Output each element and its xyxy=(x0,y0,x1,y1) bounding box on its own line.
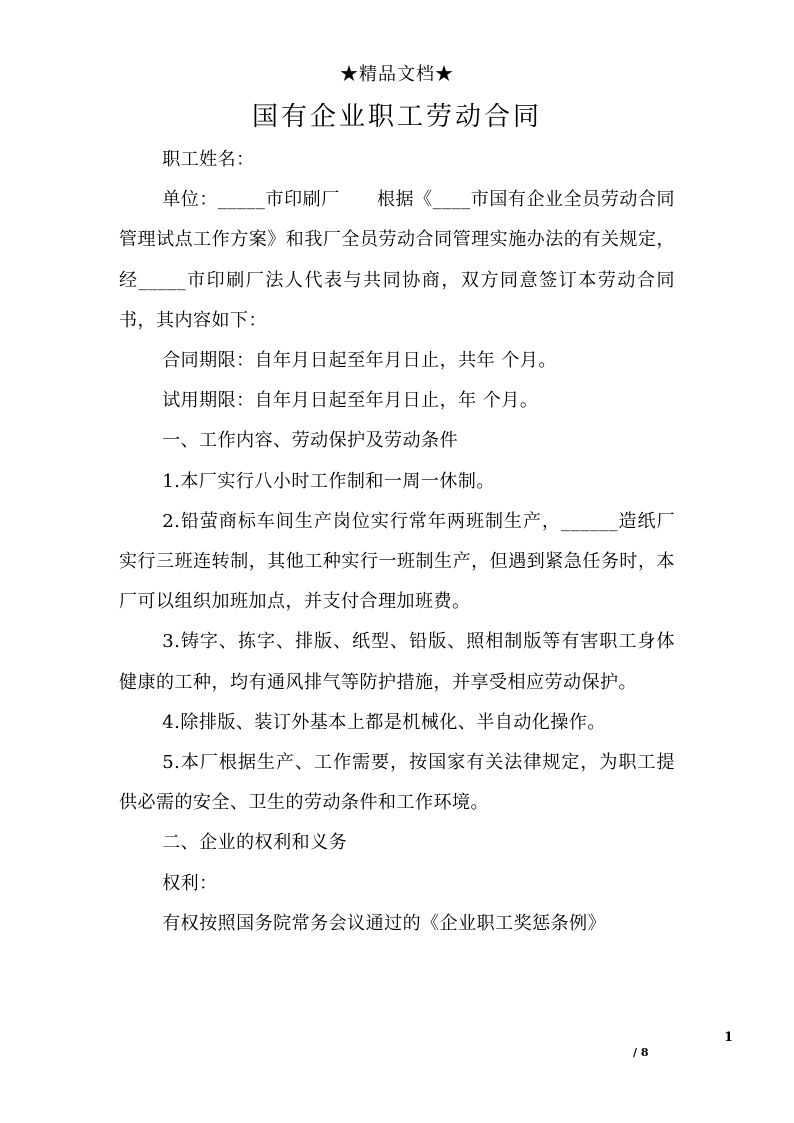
header-mark: ★精品文档★ xyxy=(340,64,454,85)
paragraph: 试用期限：自年月日起至年月日止，年 个月。 xyxy=(162,390,539,412)
paragraph: 合同期限：自年月日起至年月日止，共年 个月。 xyxy=(162,350,557,372)
section-heading: 二、企业的权利和义务 xyxy=(162,832,348,854)
paragraph: 权利： xyxy=(162,872,218,894)
page-number: 1 xyxy=(724,1030,734,1045)
page-total: / 8 xyxy=(633,1046,649,1059)
document-body xyxy=(119,140,675,944)
paragraph: 有权按照国务院常务会议通过的《企业职工奖惩条例》 xyxy=(162,912,607,934)
paragraph: 职工姓名： xyxy=(162,149,255,170)
paragraph: 3.铸字、拣字、排版、纸型、铅版、照相制版等有害职工身体健康的工种，均有通风排气等防护措施，并享受相应劳动保护。 xyxy=(119,631,675,693)
paragraph: 5.本厂根据生产、工作需要，按国家有关法律规定，为职工提供必需的安全、卫生的劳动条件和工作环境。 xyxy=(119,752,675,814)
paragraph: 2.铅萤商标车间生产岗位实行常年两班制生产，______造纸厂实行三班连转制，其他工种实行一班制生产，但遇到紧急任务时，本厂可以组织加班加点，并支付合理加班费。 xyxy=(119,510,675,613)
paragraph: 单位：_____市印刷厂 根据《____市国有企业全员劳动合同管理试点工作方案》和我厂全员劳动合同管理实施办法的有关规定，经_____市印刷厂法人代表与共同协商，双方同意签订本劳动合同书，其内容如下： xyxy=(119,189,675,331)
section-heading: 一、工作内容、劳动保护及劳动条件 xyxy=(162,430,459,452)
paragraph: 4.除排版、装订外基本上都是机械化、半自动化操作。 xyxy=(162,711,606,733)
document-title: 国有企业职工劳动合同 xyxy=(251,102,542,132)
paragraph: 1.本厂实行八小时工作制和一周一休制。 xyxy=(162,470,495,492)
